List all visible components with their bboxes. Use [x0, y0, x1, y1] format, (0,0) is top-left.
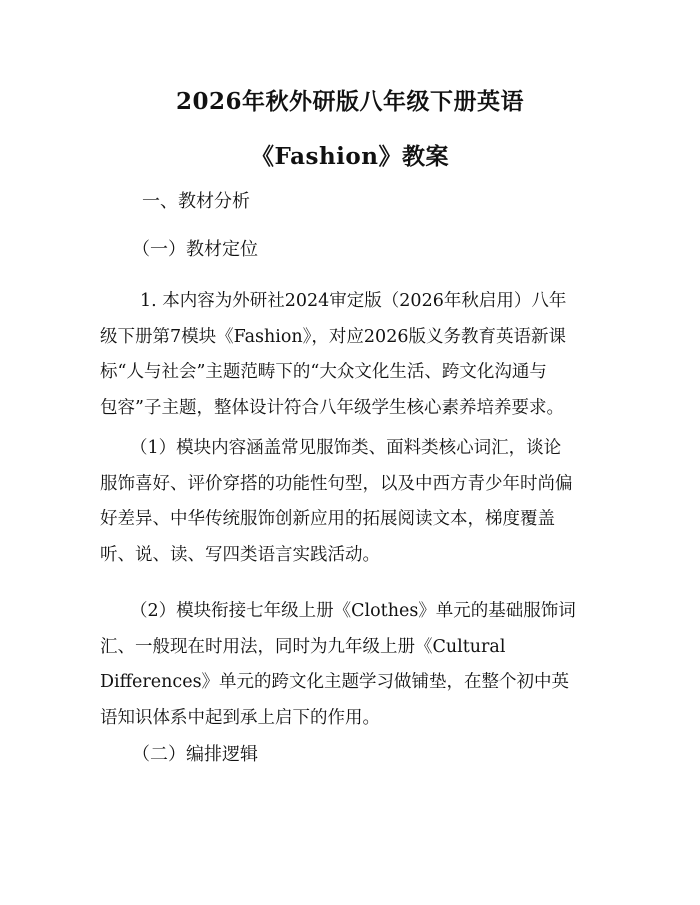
paragraph-line: 包容”子主题，整体设计符合八年级学生核心素养培养要求。 — [100, 397, 564, 418]
subsection-heading-arrangement-logic: （二）编排逻辑 — [132, 744, 258, 765]
paragraph-module-positioning — [100, 284, 605, 426]
paragraph-line: 汇、一般现在时用法，同时为九年级上册《Cultural — [100, 636, 506, 657]
document-title-line-2: 《Fashion》教案 — [251, 143, 449, 170]
paragraph-line: 好差异、中华传统服饰创新应用的拓展阅读文本，梯度覆盖 — [100, 509, 555, 529]
paragraph-line: 标“人与社会”主题范畴下的“大众文化生活、跨文化沟通与 — [100, 362, 547, 382]
paragraph-line: 1. 本内容为外研社2024审定版（2026年秋启用）八年 — [140, 291, 567, 311]
paragraph-line: 听、说、读、写四类语言实践活动。 — [100, 544, 380, 565]
paragraph-line: （2）模块衔接七年级上册《Clothes》单元的基础服饰词 — [130, 601, 576, 621]
subsection-heading-textbook-positioning: （一）教材定位 — [132, 239, 258, 260]
paragraph-line: 级下册第7模块《Fashion》，对应2026版义务教育英语新课 — [100, 326, 566, 347]
paragraph-module-content — [100, 431, 605, 573]
paragraph-line: Differences》单元的跨文化主题学习做铺垫，在整个初中英 — [100, 672, 570, 692]
paragraph-line: 服饰喜好、评价穿搭的功能性句型，以及中西方青少年时尚偏 — [100, 473, 573, 494]
paragraph-line: （1）模块内容涵盖常见服饰类、面料类核心词汇，谈论 — [130, 438, 562, 458]
paragraph-line: 语知识体系中起到承上启下的作用。 — [100, 707, 380, 728]
paragraph-module-connection — [100, 594, 605, 736]
section-heading-textbook-analysis: 一、教材分析 — [142, 191, 250, 212]
document-title-line-1: 2026年秋外研版八年级下册英语 — [175, 88, 524, 115]
